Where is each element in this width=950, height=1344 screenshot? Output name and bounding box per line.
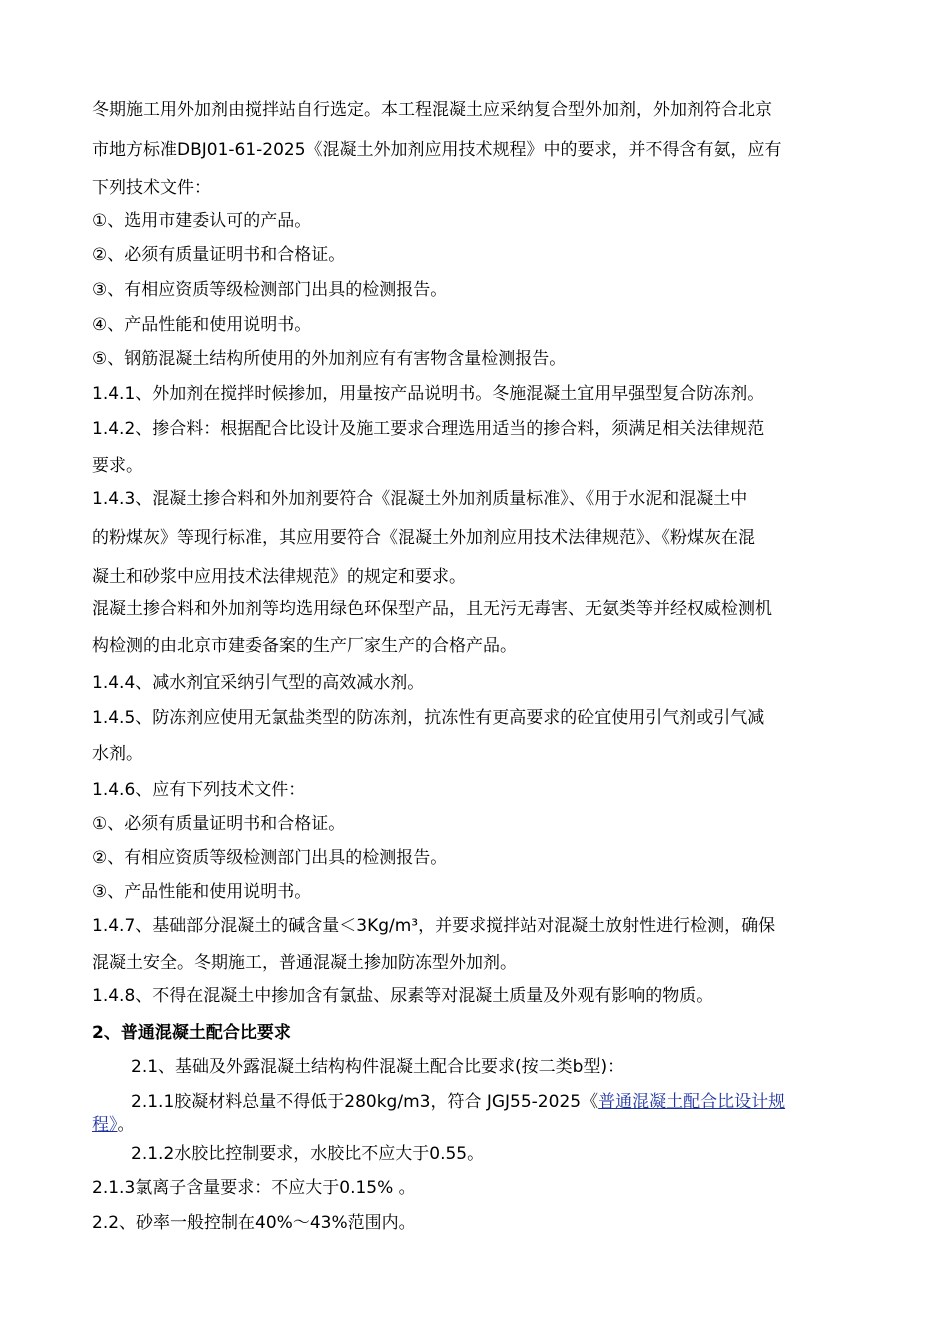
body-line: 构检测的由北京市建委备案的生产厂家生产的合格产品。	[92, 636, 517, 656]
body-line: 水剂。	[92, 744, 143, 764]
body-line: 1.4.5、防冻剂应使用无氯盐类型的防冻剂，抗冻性有更高要求的砼宜使用引气剂或引气减	[92, 708, 765, 728]
body-line: ⑤、钢筋混凝土结构所使用的外加剂应有有害物含量检测报告。	[92, 349, 567, 369]
body-line: 2.1.2水胶比控制要求，水胶比不应大于0.55。	[131, 1144, 485, 1164]
body-line: 1.4.6、应有下列技术文件：	[92, 780, 306, 800]
body-line: 的粉煤灰》等现行标准，其应用要符合《混凝土外加剂应用技术法律规范》、《粉煤灰在混	[92, 528, 755, 548]
body-line: 要求。	[92, 456, 143, 476]
body-line: 混凝土掺合料和外加剂等均选用绿色环保型产品，且无污无毒害、无氨类等并经权威检测机	[92, 599, 772, 619]
body-line: 2.1.3氯离子含量要求：不应大于0.15% 。	[92, 1178, 416, 1198]
body-line: 1.4.7、基础部分混凝土的碱含量＜3Kg/m³，并要求搅拌站对混凝土放射性进行检测，确保	[92, 916, 776, 936]
body-line: ②、有相应资质等级检测部门出具的检测报告。	[92, 848, 448, 868]
body-line: ①、选用市建委认可的产品。	[92, 211, 312, 231]
body-line: 1.4.4、减水剂宜采纳引气型的高效减水剂。	[92, 673, 425, 693]
body-line: 1.4.2、掺合料：根据配合比设计及施工要求合理选用适当的掺合料，须满足相关法律规范	[92, 419, 765, 439]
body-line: 2.2、砂率一般控制在40%～43%范围内。	[92, 1213, 416, 1233]
body-text-span: 。	[117, 1115, 135, 1135]
body-line: ①、必须有质量证明书和合格证。	[92, 814, 346, 834]
standard-link-continued[interactable]: 程》	[92, 1115, 118, 1135]
section-heading: 2、普通混凝土配合比要求	[92, 1023, 291, 1043]
body-line: ④、产品性能和使用说明书。	[92, 315, 312, 335]
body-line	[131, 1091, 785, 1113]
body-line: 市地方标准DBJ01-61-2025《混凝土外加剂应用技术规程》中的要求，并不得含有氨，应有	[92, 140, 782, 160]
body-line: ②、必须有质量证明书和合格证。	[92, 245, 346, 265]
body-text-span: 2.1.1胶凝材料总量不得低于280kg/m3，符合 JGJ55-2025《	[131, 1092, 599, 1112]
body-line: 1.4.3、混凝土掺合料和外加剂要符合《混凝土外加剂质量标准》、《用于水泥和混凝土中	[92, 489, 748, 509]
body-line: 2.1、基础及外露混凝土结构构件混凝土配合比要求(按二类b型)：	[131, 1057, 625, 1077]
body-line: 凝土和砂浆中应用技术法律规范》的规定和要求。	[92, 567, 466, 587]
body-line: 1.4.1、外加剂在搅拌时候掺加，用量按产品说明书。冬施混凝土宜用早强型复合防冻剂。	[92, 384, 765, 404]
body-line: ③、有相应资质等级检测部门出具的检测报告。	[92, 280, 448, 300]
body-line: ③、产品性能和使用说明书。	[92, 882, 312, 902]
body-line: 混凝土安全。冬期施工，普通混凝土掺加防冻型外加剂。	[92, 953, 517, 973]
standard-link[interactable]: 普通混凝土配合比设计规	[598, 1092, 786, 1112]
body-line	[92, 1114, 135, 1136]
body-line: 1.4.8、不得在混凝土中掺加含有氯盐、尿素等对混凝土质量及外观有影响的物质。	[92, 986, 714, 1006]
body-line: 下列技术文件：	[92, 178, 211, 198]
body-line: 冬期施工用外加剂由搅拌站自行选定。本工程混凝土应采纳复合型外加剂，外加剂符合北京	[92, 100, 772, 120]
